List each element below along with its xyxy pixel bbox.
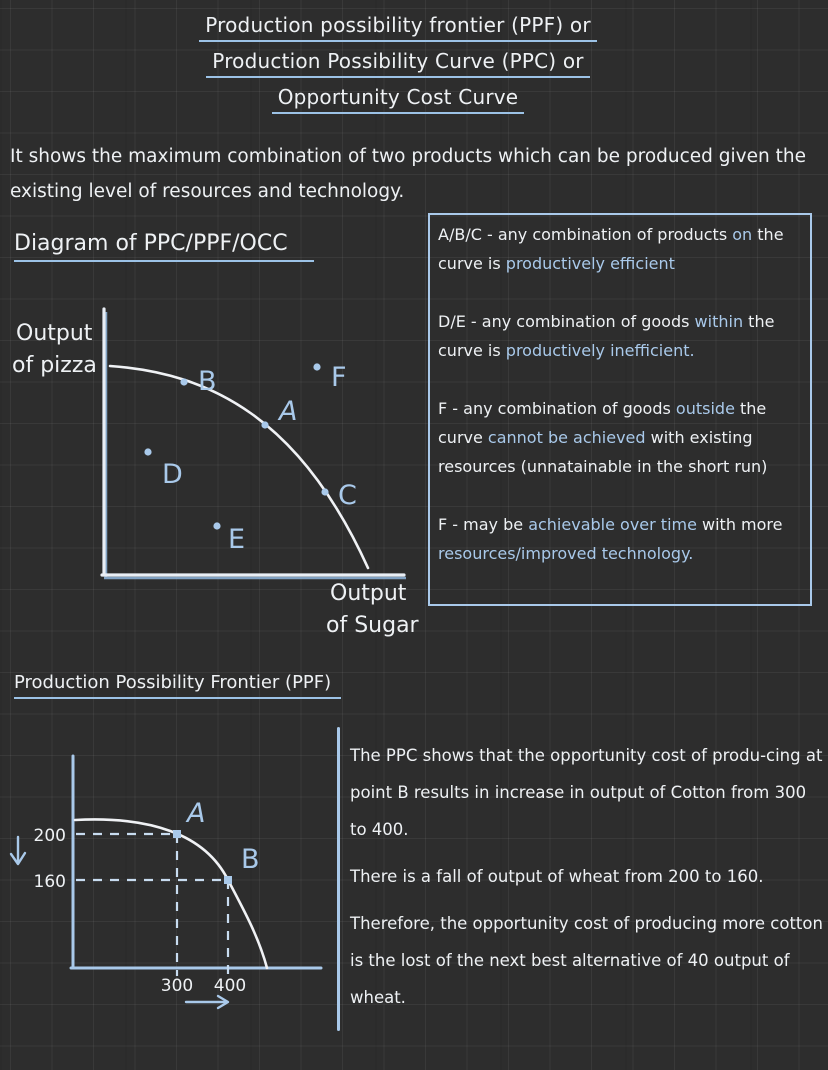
ppf-diagram [0,740,335,1030]
svg-text:Output: Output [330,581,407,606]
point-b-label: B [198,366,217,397]
ppc-diagram [0,298,428,648]
y-tick-200: 200 [33,826,66,846]
axis-shadow [104,312,406,578]
section-heading-diagram: Diagram of PPC/PPF/OCC [14,231,314,262]
note-paragraph-2: There is a fall of output of wheat from 200 to 160. [350,867,764,886]
svg-text:of pizza: of pizza [12,353,97,378]
point-a-label: A [279,396,298,427]
title-line-2: Production Possibility Curve (PPC) or [206,49,589,78]
point-d-label: D [162,459,183,490]
svg-text:of Sugar: of Sugar [326,613,419,638]
title-line-3: Opportunity Cost Curve [272,85,525,114]
x-tick-400: 400 [213,976,247,996]
intro-paragraph: It shows the maximum combination of two products which can be produced given the existing level of resources and technology. [10,146,806,202]
info-paragraph-f-future: F - may be achievable over time with more resources/improved technology. [438,515,783,563]
note-paragraph-3: Therefore, the opportunity cost of producing more cotton is the lost of the next best alternative of 40 output of wheat. [350,914,823,1007]
point-c-label: C [338,480,357,511]
point-d-dot [144,448,151,455]
info-paragraph-abc: A/B/C - any combination of products on the curve is productively efficient [438,225,784,273]
info-box [428,213,812,606]
point-a-label: A [187,798,206,829]
point-a-marker [173,830,181,838]
point-e-label: E [228,524,246,555]
point-c-dot [321,488,328,495]
x-axis-label [326,581,420,638]
point-a-dot [261,421,268,428]
y-axis-label [12,321,97,378]
page-title [0,13,796,121]
x-tick-300: 300 [160,976,194,996]
point-b-dot [180,378,187,385]
title-line-1: Production possibility frontier (PPF) or [199,13,597,42]
ppf-curve [75,819,267,968]
svg-text:Output: Output [16,321,93,346]
point-b-marker [224,876,232,884]
right-arrow-icon [186,996,228,1008]
point-f-dot [313,363,320,370]
y-tick-160: 160 [33,872,66,892]
info-paragraph-f-outside: F - any combination of goods outside the curve cannot be achieved with existing resources (unnatainable in the short run) [438,399,768,476]
down-arrow-icon [11,837,25,864]
note-paragraph-1: The PPC shows that the opportunity cost of produ-cing at point B results in increase in output of Cotton from 300 to 400. [350,746,823,839]
info-paragraph-de: D/E - any combination of goods within the curve is productively inefficient. [438,312,775,360]
ppf-notes [350,737,824,1026]
point-f-label: F [331,362,347,393]
section-heading-ppf: Production Possibility Frontier (PPF) [14,672,341,699]
point-b-label: B [241,844,260,875]
point-e-dot [213,522,220,529]
guide-lines [76,834,228,976]
notes-divider [337,727,340,1031]
